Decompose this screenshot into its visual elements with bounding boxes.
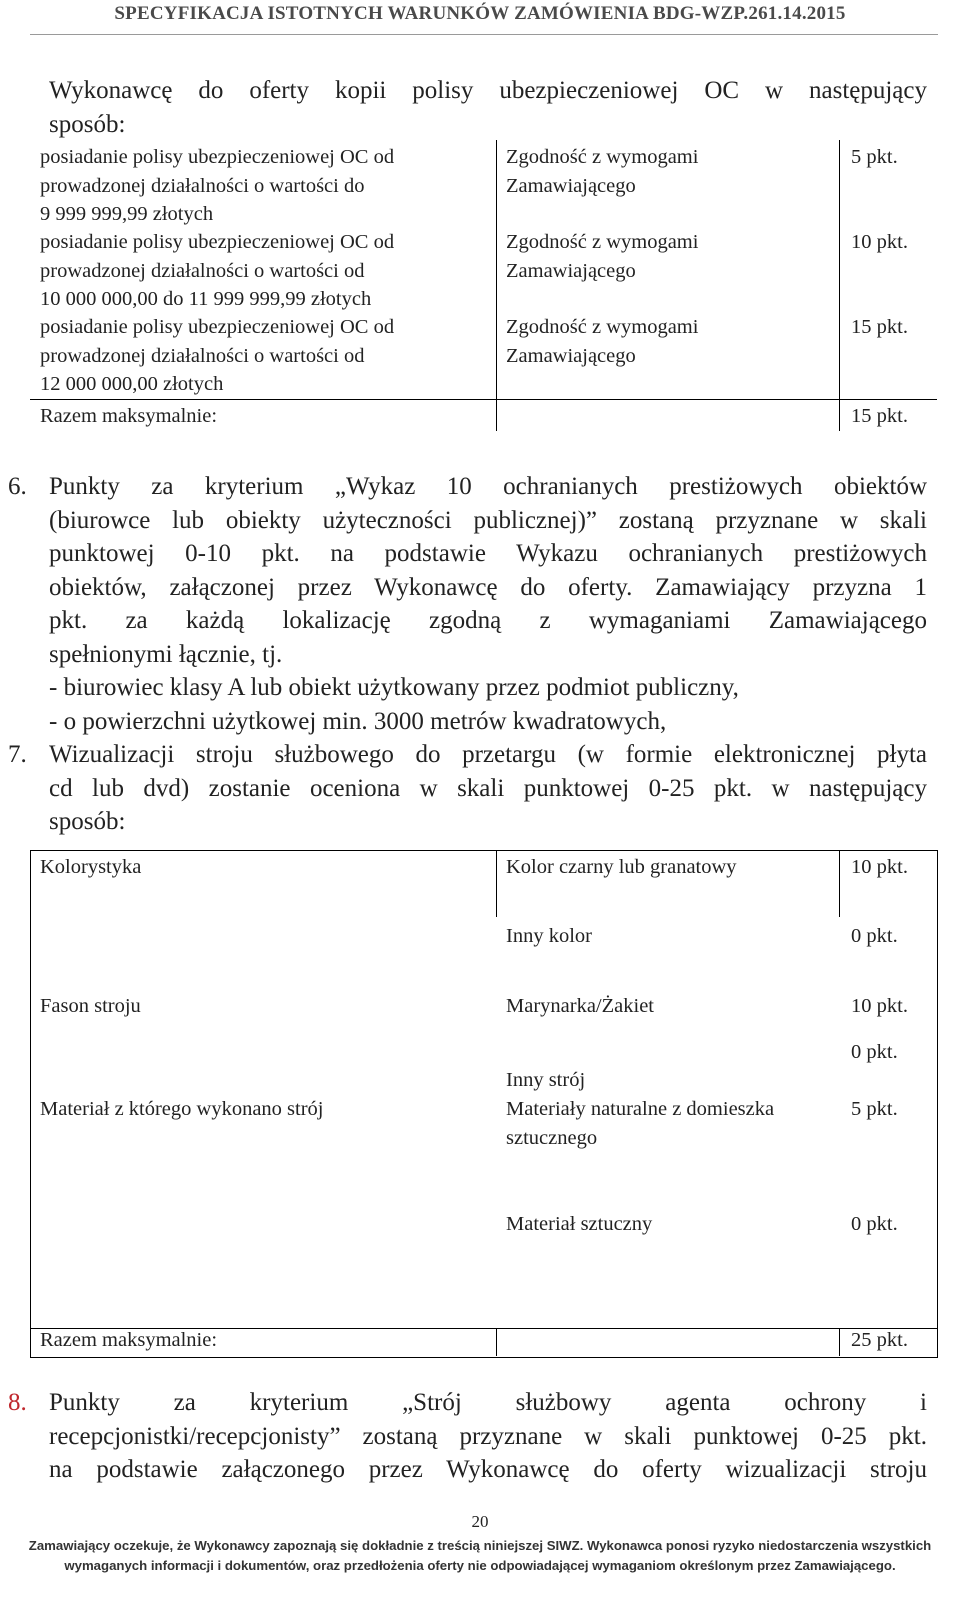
points-cell: 5 pkt. (851, 146, 898, 168)
bullet-item: - o powierzchni użytkowej min. 3000 metrów kwadratowych, (49, 707, 667, 735)
table1-total-rule (30, 399, 937, 400)
points-cell: 10 pkt. (851, 231, 908, 253)
requirement-cell: Zgodność z wymogami Zamawiającego (506, 146, 699, 197)
table2-total-label: Razem maksymalnie: (40, 1329, 218, 1351)
table2-total-points: 25 pkt. (851, 1329, 908, 1351)
requirement-cell: Zgodność z wymogami Zamawiającego (506, 231, 699, 282)
table1-total-points: 15 pkt. (851, 405, 908, 427)
points-cell: 0 pkt. (851, 925, 898, 947)
points-cell: 0 pkt. (851, 1213, 898, 1235)
intro-line-2: sposób: (49, 110, 126, 138)
kolor-czarny-option: Kolor czarny lub granatowy (506, 856, 737, 878)
material-label: Materiał z którego wykonano strój (40, 1098, 324, 1120)
section-8-paragraph: Punkty za kryterium „Strój służbowy agenta ochrony i recepcjonistki/recepcjonisty” zostaną przyznane w skali punktowej 0-25 pkt. na podstawie załączonego przez Wykonawcę do oferty wizualizacji stroju (49, 1389, 927, 1483)
criterion-cell: posiadanie polisy ubezpieczeniowej OC od prowadzonej działalności o wartości od 12 000 000,00 złotych (40, 316, 395, 395)
material-naturalny-option: Materiały naturalne z domieszka sztucznego (506, 1098, 775, 1149)
table1-total-label: Razem maksymalnie: (40, 405, 218, 427)
table2-col-divider (496, 850, 497, 917)
inny-stroj-option: Inny strój (506, 1069, 586, 1091)
points-cell: 10 pkt. (851, 856, 908, 878)
material-sztuczny-option: Materiał sztuczny (506, 1213, 653, 1235)
table2-col-divider (839, 850, 840, 917)
header-rule (30, 34, 938, 35)
requirement-cell: Zgodność z wymogami Zamawiającego (506, 316, 699, 367)
inny-kolor-option: Inny kolor (506, 925, 592, 947)
table1-col-divider-2 (839, 140, 840, 431)
section-8-number: 8. (8, 1389, 27, 1416)
intro-paragraph (49, 74, 927, 141)
points-cell: 15 pkt. (851, 316, 908, 338)
table2-col-divider (839, 1328, 840, 1356)
table1-col-divider-1 (496, 140, 497, 431)
page-number: 20 (471, 1512, 489, 1531)
section-7-paragraph: Wizualizacji stroju służbowego do przetargu (w formie elektronicznej płyta cd lub dvd) zostanie oceniona w skali punktowej 0-25 pkt. w następujący sposób: (49, 741, 927, 835)
points-cell: 5 pkt. (851, 1098, 898, 1120)
criterion-cell: posiadanie polisy ubezpieczeniowej OC od prowadzonej działalności o wartości od 10 000 000,00 do 11 999 999,99 złotych (40, 231, 395, 310)
section-6-paragraph: Punkty za kryterium „Wykaz 10 ochranianych prestiżowych obiektów (biurowce lub obiekty użyteczności publicznej)” zostaną przyznane w skali punktowej 0-10 pkt. na podstawie Wykazu ochranianych prestiżowych obiektów, załączonej przez Wykonawcę do oferty. Zamawiający przyzna 1 pkt. za każdą lokalizację zgodną z wymaganiami Zamawiającego spełnionymi łącznie, tj. - biurowiec klasy A lub obiekt użytkowany przez podmiot publiczny, - o powierzchni użytkowej min. 3000 metrów kwadratowych, (49, 470, 927, 738)
points-cell: 0 pkt. (851, 1041, 898, 1063)
criterion-cell: posiadanie polisy ubezpieczeniowej OC od prowadzonej działalności o wartości do 9 999 999,99 złotych (40, 146, 395, 225)
intro-line-1: Wykonawcę do oferty kopii polisy ubezpieczeniowej OC w następujący (49, 77, 927, 104)
document-header: SPECYFIKACJA ISTOTNYCH WARUNKÓW ZAMÓWIENIA BDG-WZP.261.14.2015 (114, 3, 846, 24)
section-6-number: 6. (8, 473, 27, 500)
section-7-number: 7. (8, 741, 27, 768)
kolorystyka-label: Kolorystyka (40, 856, 142, 878)
points-cell: 10 pkt. (851, 995, 908, 1017)
table2-col-divider (496, 1328, 497, 1356)
fason-label: Fason stroju (40, 995, 141, 1017)
marynarka-option: Marynarka/Żakiet (506, 995, 654, 1017)
footer-notice: Zamawiający oczekuje, że Wykonawcy zapoznają się dokładnie z treścią niniejszej SIWZ. Wykonawca ponosi ryzyko niedostarczenia wszystkich wymaganych informacji i dokumentów, oraz przedłożenia oferty nie odpowiadającej wymaganiom określonym przez Zamawiającego. (28, 1538, 932, 1573)
bullet-item: - biurowiec klasy A lub obiekt użytkowany przez podmiot publiczny, (49, 674, 739, 701)
